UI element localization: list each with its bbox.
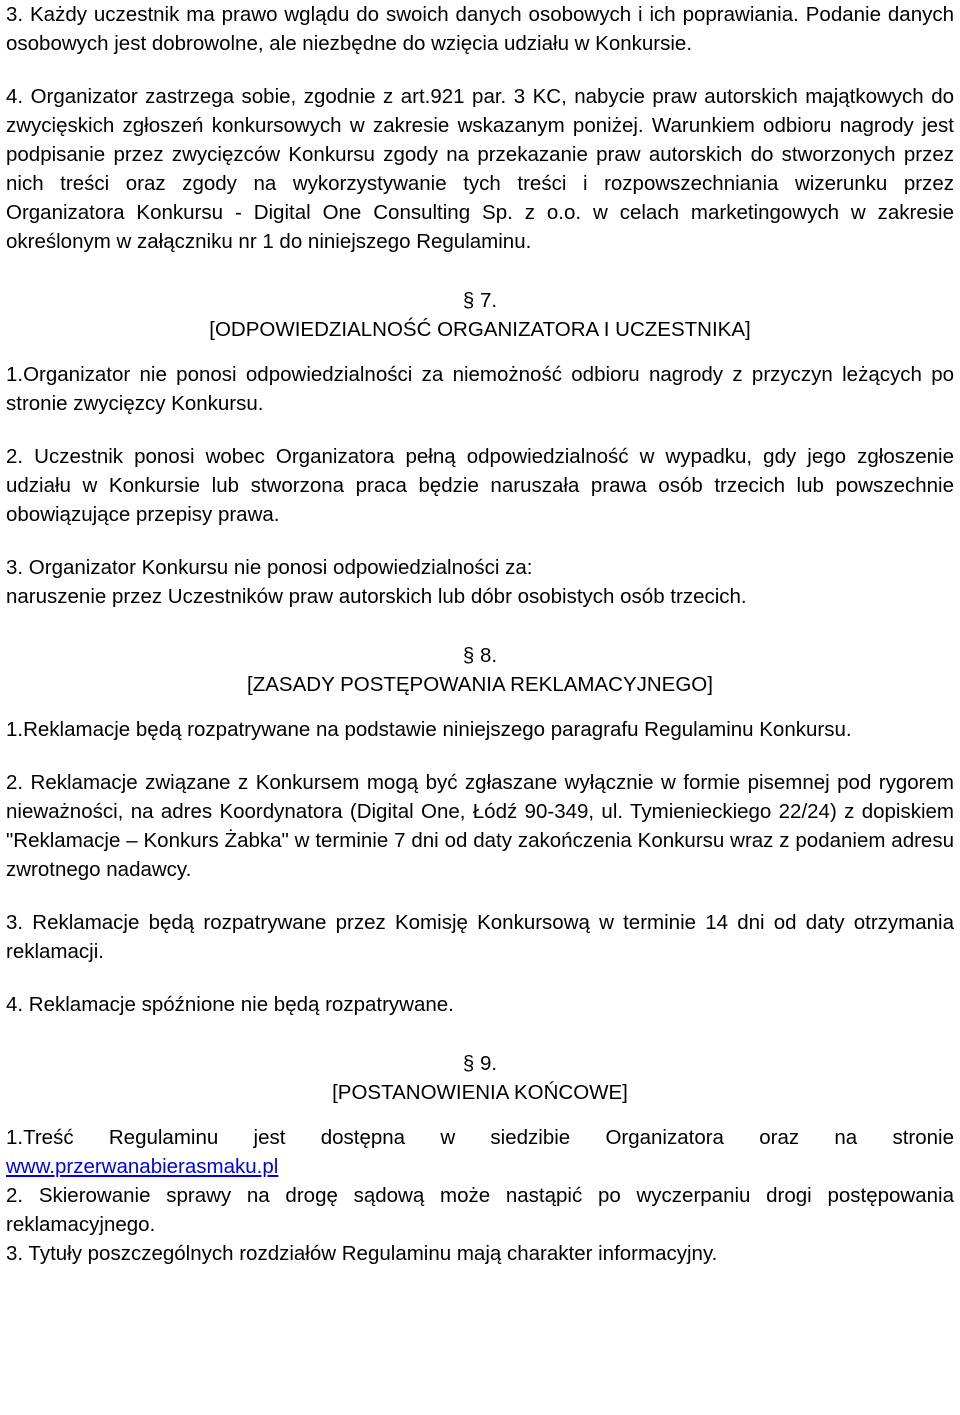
section-8-item-4: 4. Reklamacje spóźnione nie będą rozpatrywane. bbox=[6, 993, 454, 1016]
section-9-number: § 9. bbox=[462, 1052, 498, 1075]
section-9-title: [POSTANOWIENIA KOŃCOWE] bbox=[332, 1081, 628, 1104]
section-9-item-2: 2. Skierowanie sprawy na drogę sądową może nastąpić po wyczerpaniu drogi postępowania reklamacyjnego. bbox=[6, 1184, 954, 1236]
section-7-item-3-detail: naruszenie przez Uczestników praw autorskich lub dóbr osobistych osób trzecich. bbox=[6, 585, 747, 608]
section-7-item-2: 2. Uczestnik ponosi wobec Organizatora pełną odpowiedzialność w wypadku, gdy jego zgłoszenie udziału w Konkursie lub stworzona praca będzie naruszała prawa osób trzecich lub powszechnie obowiązujące przepisy prawa. bbox=[6, 445, 954, 526]
section-7-item-1: 1.Organizator nie ponosi odpowiedzialności za niemożność odbioru nagrody z przyczyn leżących po stronie zwycięzcy Konkursu. bbox=[6, 363, 954, 415]
section-9-item-1 bbox=[6, 1123, 954, 1181]
section-8-number: § 8. bbox=[462, 644, 498, 667]
section-8-title: [ZASADY POSTĘPOWANIA REKLAMACYJNEGO] bbox=[247, 673, 713, 696]
paragraph-copyright-acquisition: 4. Organizator zastrzega sobie, zgodnie z art.921 par. 3 KC, nabycie praw autorskich majątkowych do zwycięskich zgłoszeń konkursowych w zakresie wskazanym poniżej. Warunkiem odbioru nagrody jest podpisanie przez zwycięzców Konkursu zgody na przekazanie praw autorskich do stworzonych przez nich treści oraz zgody na wykorzystywanie tych treści i rozpowszechniania wizerunku przez Organizatora Konkursu - Digital One Consulting Sp. z o.o. w celach marketingowych w zakresie określonym w załączniku nr 1 do niniejszego Regulaminu. bbox=[6, 85, 954, 253]
section-8-item-2: 2. Reklamacje związane z Konkursem mogą być zgłaszane wyłącznie w formie pisemnej pod rygorem nieważności, na adres Koordynatora (Digital One, Łódź 90-349, ul. Tymienieckiego 22/24) z dopiskiem "Reklamacje – Konkurs Żabka" w terminie 7 dni od daty zakończenia Konkursu wraz z podaniem adresu zwrotnego nadawcy. bbox=[6, 771, 954, 881]
section-8-item-3: 3. Reklamacje będą rozpatrywane przez Komisję Konkursową w terminie 14 dni od daty otrzymania reklamacji. bbox=[6, 911, 954, 963]
section-9-item-3: 3. Tytuły poszczególnych rozdziałów Regulaminu mają charakter informacyjny. bbox=[6, 1242, 718, 1265]
document-page bbox=[6, 0, 954, 1268]
section-7-item-3: 3. Organizator Konkursu nie ponosi odpowiedzialności za: bbox=[6, 556, 533, 579]
section-7-title: [ODPOWIEDZIALNOŚĆ ORGANIZATORA I UCZESTNIKA] bbox=[209, 318, 751, 341]
section-9-item-1-text: 1.Treść Regulaminu jest dostępna w siedzibie Organizatora oraz na stronie bbox=[6, 1126, 954, 1149]
section-7-number: § 7. bbox=[462, 289, 498, 312]
paragraph-data-access: 3. Każdy uczestnik ma prawo wglądu do swoich danych osobowych i ich poprawiania. Podanie danych osobowych jest dobrowolne, ale niezbędne do wzięcia udziału w Konkursie. bbox=[6, 3, 954, 55]
website-link[interactable]: www.przerwanabierasmaku.pl bbox=[6, 1155, 279, 1178]
section-8-item-1: 1.Reklamacje będą rozpatrywane na podstawie niniejszego paragrafu Regulaminu Konkursu. bbox=[6, 718, 852, 741]
